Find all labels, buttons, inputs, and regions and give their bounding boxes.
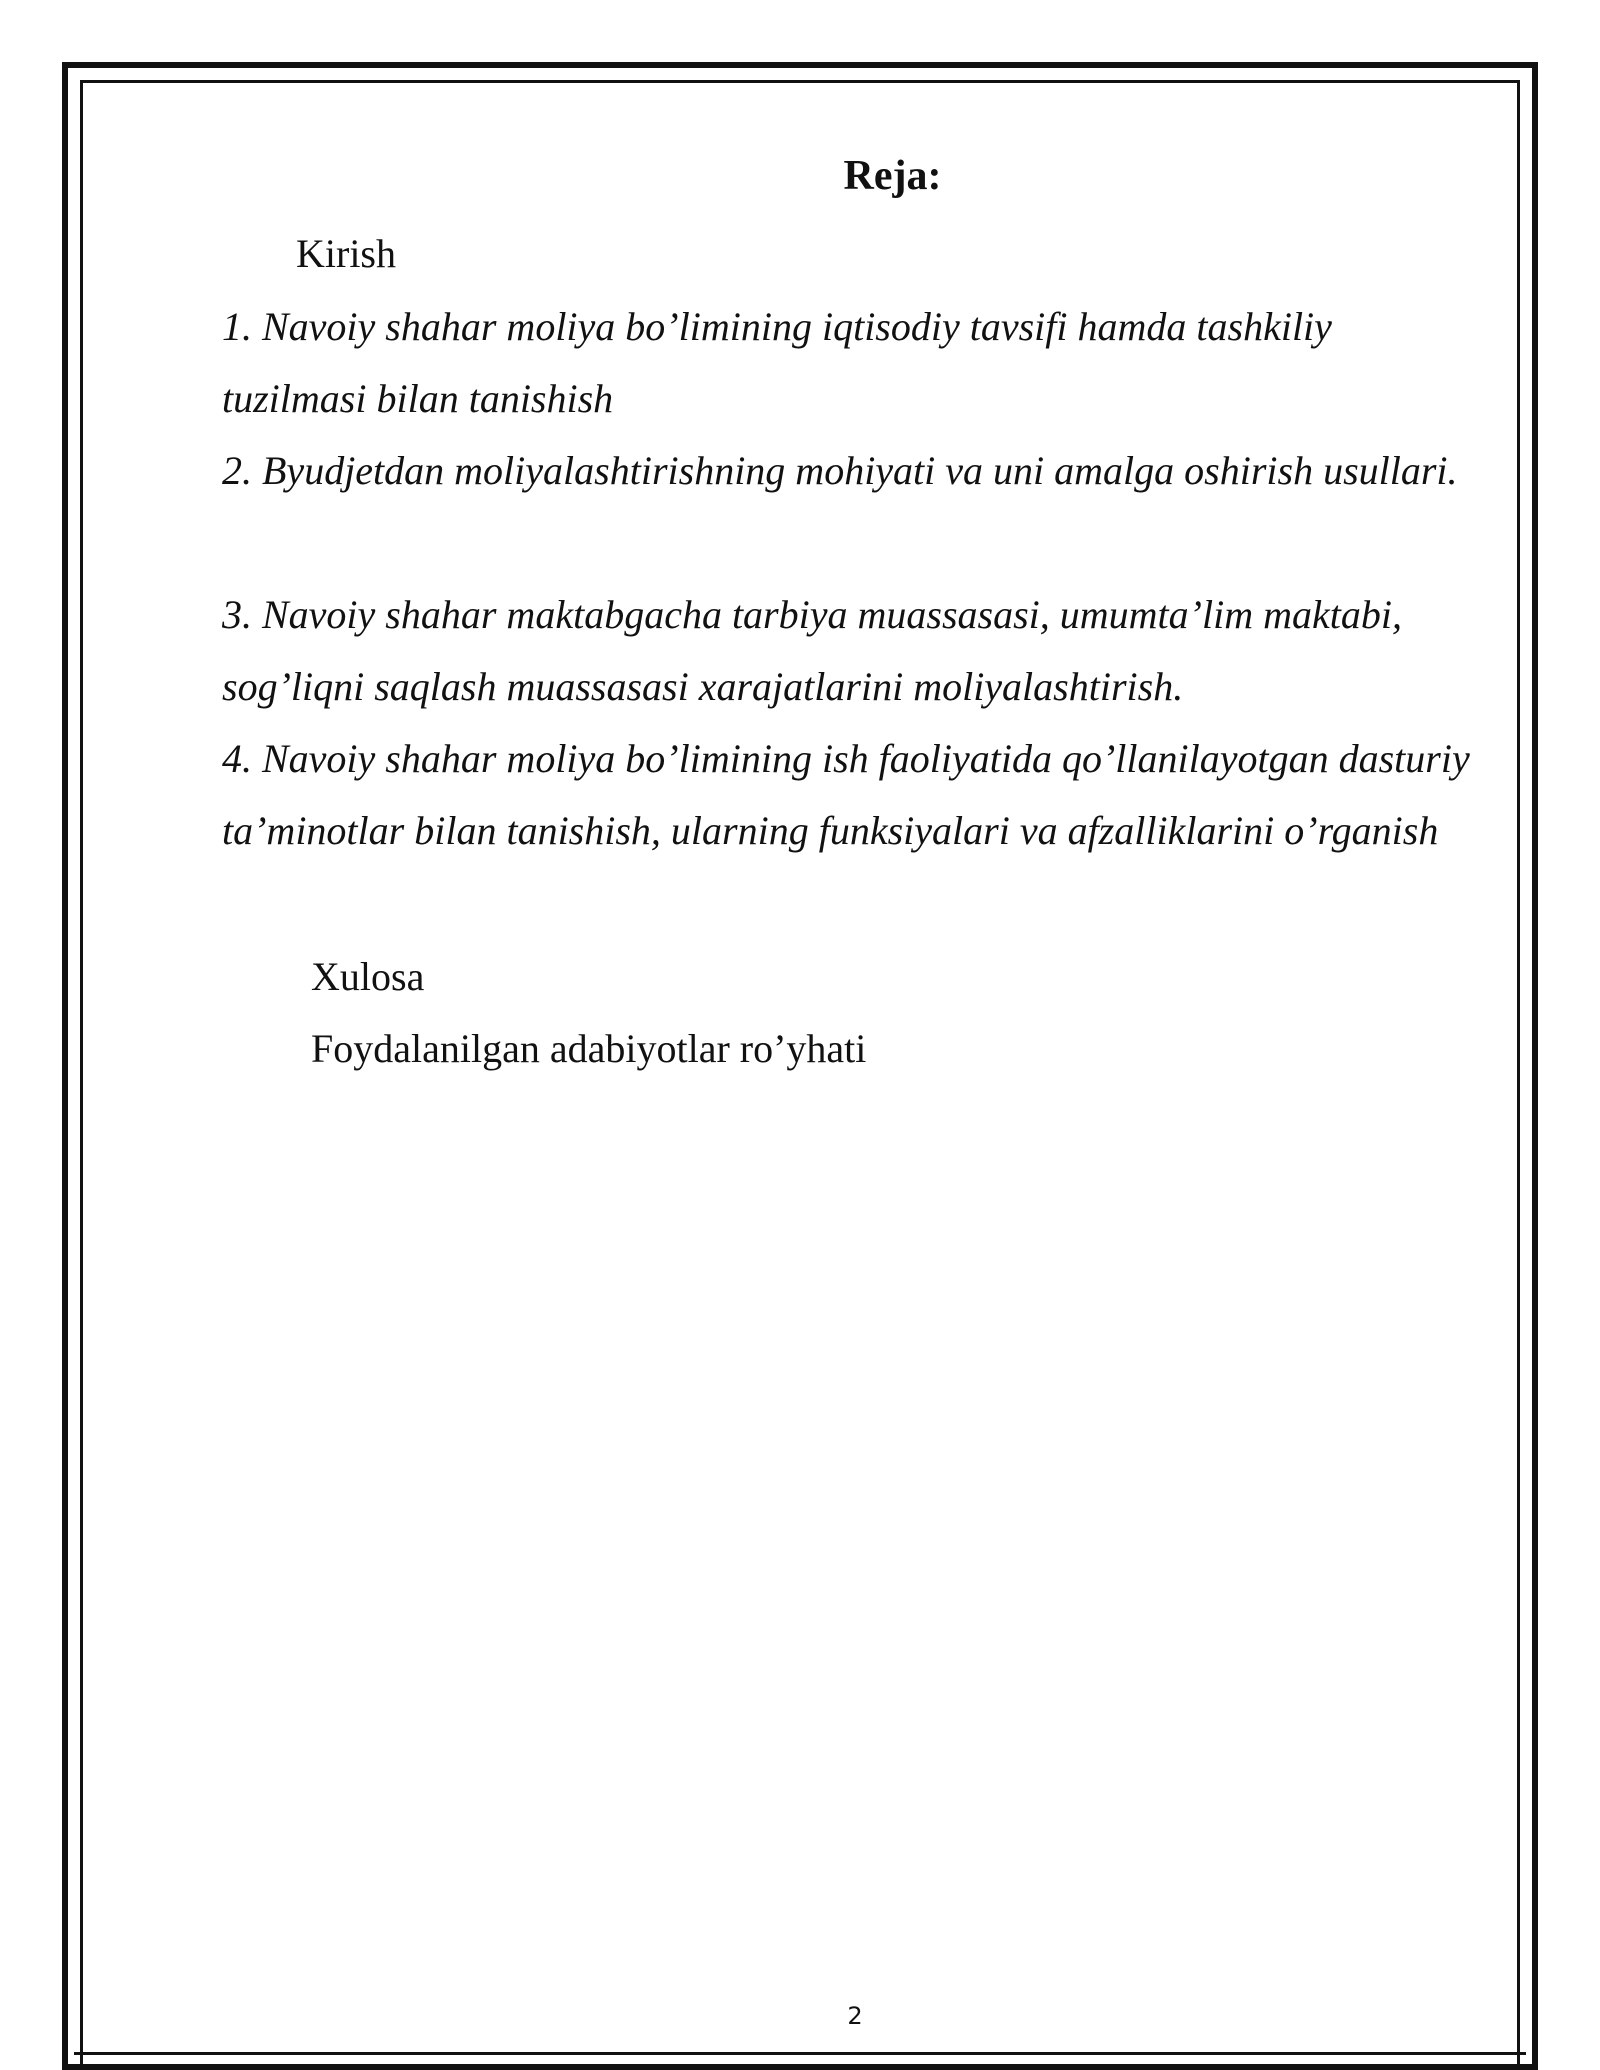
page-border-bottom-inner bbox=[74, 2052, 1526, 2055]
page-border-bottom-outer bbox=[62, 2064, 1538, 2070]
plan-item-2: 2. Byudjetdan moliyalashtirishning mohiyati va uni amalga oshirish usullari. bbox=[222, 448, 1458, 493]
page-title: Reja: bbox=[843, 153, 942, 199]
page-number: 2 bbox=[847, 2002, 863, 2030]
references-line: Foydalanilgan adabiyotlar ro’yhati bbox=[311, 1026, 867, 1071]
plan-item-3: 3. Navoiy shahar maktabgacha tarbiya muassasasi, umumta’lim maktabi, sog’liqni saqlash muassasasi xarajatlarini moliyalashtirish. bbox=[222, 592, 1402, 709]
intro-line: Kirish bbox=[296, 231, 396, 276]
plan-item-1: 1. Navoiy shahar moliya bo’limining iqtisodiy tavsifi hamda tashkiliy tuzilmasi bilan tanishish bbox=[222, 304, 1332, 421]
plan-item-4: 4. Navoiy shahar moliya bo’limining ish faoliyatida qo’llanilayotgan dasturiy ta’minotlar bilan tanishish, ularning funksiyalari va afzalliklarini o’rganish bbox=[222, 736, 1470, 853]
conclusion-line: Xulosa bbox=[311, 954, 425, 999]
